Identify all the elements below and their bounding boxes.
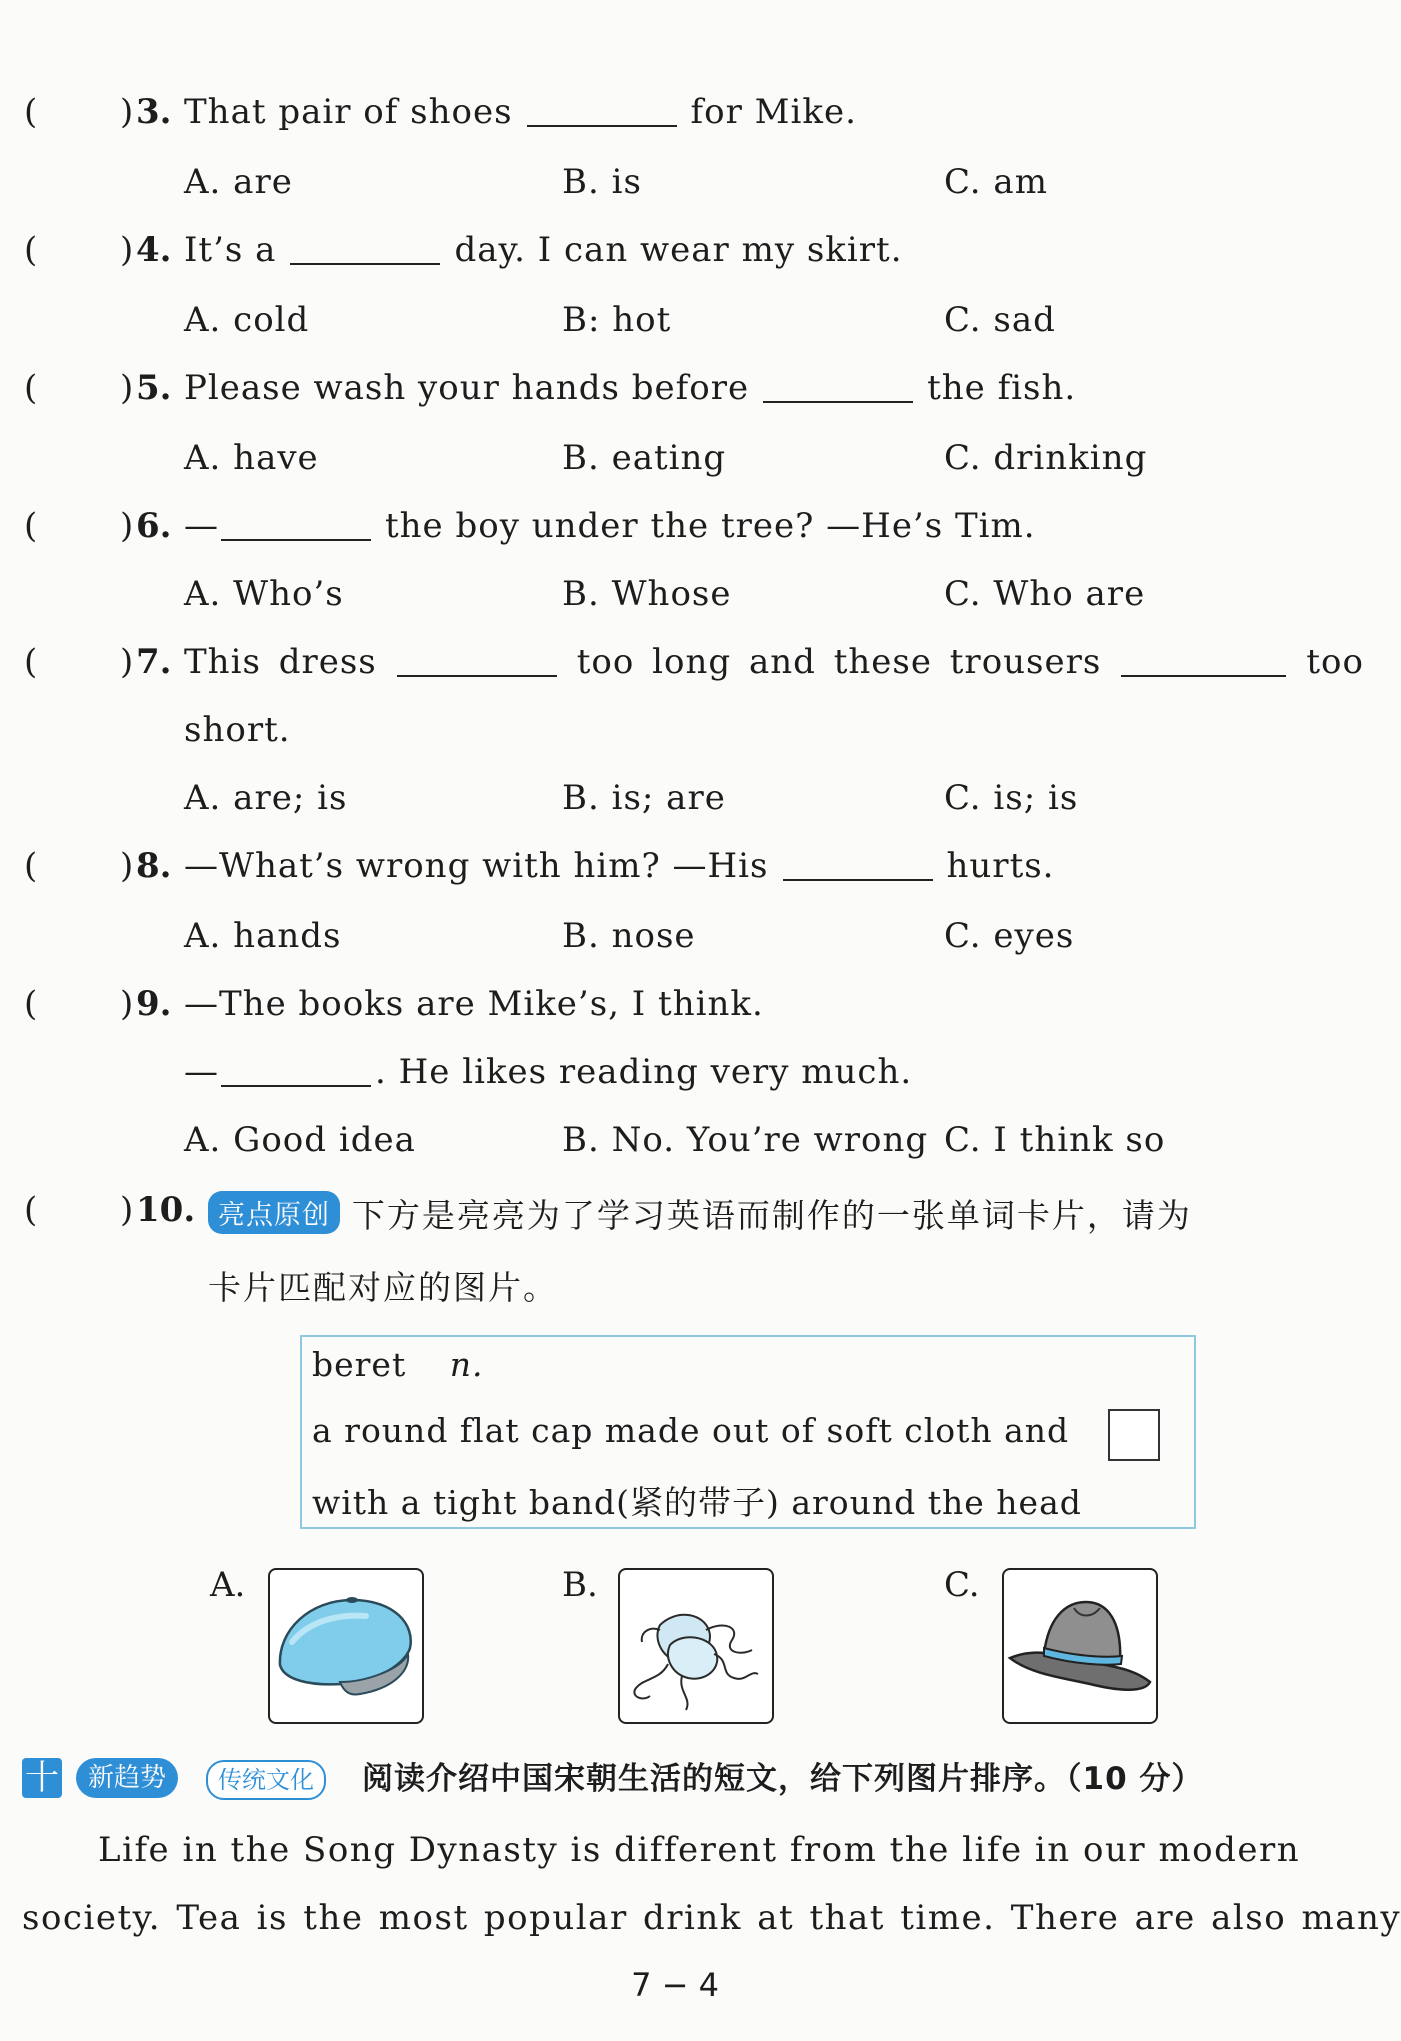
question-10-line2 (0, 1262, 1350, 1322)
answer-blank[interactable] (221, 1055, 371, 1087)
word-card (300, 1335, 1196, 1529)
choice-b-picture[interactable] (618, 1568, 774, 1724)
answer-paren-close: ) (120, 230, 134, 270)
choice-b-label: B. (562, 1565, 598, 1605)
section-header (22, 1756, 1322, 1802)
question-number: 7. (136, 642, 172, 682)
option-c: C. is; is (944, 778, 1079, 818)
answer-paren-close: ) (120, 368, 134, 408)
question-7-options (0, 778, 1350, 828)
question-number: 3. (136, 92, 172, 132)
passage-line-2: society. Tea is the most popular drink at that time. There are also many (22, 1898, 1401, 1938)
answer-blank[interactable] (290, 233, 440, 265)
answer-blank[interactable] (221, 509, 371, 541)
option-a: A. are; is (184, 778, 348, 818)
question-9-line2: — . He likes reading very much. (184, 1052, 913, 1092)
question-3 (0, 92, 1350, 152)
option-a: A. hands (184, 916, 342, 956)
choice-c-picture[interactable] (1002, 1568, 1158, 1724)
option-a: A. Who’s (184, 574, 344, 614)
answer-paren-open: ( (24, 1190, 38, 1230)
answer-paren-close: ) (120, 846, 134, 886)
option-b: B. is (562, 162, 642, 202)
question-number: 9. (136, 984, 172, 1024)
answer-box[interactable] (1108, 1409, 1160, 1461)
answer-paren-close: ) (120, 92, 134, 132)
choice-a-label: A. (210, 1565, 246, 1605)
answer-paren-open: ( (24, 984, 38, 1024)
question-number: 10. (136, 1190, 196, 1230)
question-3-options (0, 162, 1350, 212)
answer-paren-close: ) (120, 1190, 134, 1230)
instruction-line2: 卡片匹配对应的图片。 (208, 1268, 558, 1307)
section-number-badge: 十 (22, 1758, 62, 1798)
option-c: C. I think so (944, 1120, 1166, 1160)
instruction-line1: 下方是亮亮为了学习英语而制作的一张单词卡片，请为 (351, 1196, 1192, 1235)
page-number: 7 − 4 (631, 1966, 719, 2004)
answer-paren-open: ( (24, 92, 38, 132)
answer-blank-2[interactable] (1121, 645, 1286, 677)
question-5-options (0, 438, 1350, 488)
question-stem: It’s a day. I can wear my skirt. (184, 230, 903, 270)
card-word: beret (312, 1345, 407, 1384)
card-pos: n. (449, 1345, 484, 1384)
new-trend-badge: 新趋势 (76, 1758, 178, 1798)
section-title: 阅读介绍中国宋朝生活的短文，给下列图片排序。（10 分） (362, 1761, 1204, 1797)
answer-paren-open: ( (24, 368, 38, 408)
answer-paren-open: ( (24, 642, 38, 682)
option-c: C. sad (944, 300, 1056, 340)
answer-paren-open: ( (24, 846, 38, 886)
answer-paren-open: ( (24, 230, 38, 270)
answer-paren-open: ( (24, 506, 38, 546)
answer-paren-close: ) (120, 506, 134, 546)
question-4 (0, 230, 1350, 290)
answer-paren-close: ) (120, 642, 134, 682)
option-c: C. am (944, 162, 1048, 202)
question-9 (0, 984, 1350, 1044)
question-number: 4. (136, 230, 172, 270)
option-a: A. are (184, 162, 293, 202)
card-def-line2: with a tight band(紧的带子) around the head (312, 1483, 1082, 1522)
option-a: A. Good idea (184, 1120, 416, 1160)
option-a: A. have (184, 438, 319, 478)
option-b: B. Whose (562, 574, 732, 614)
option-c: C. eyes (944, 916, 1075, 956)
question-stem: —What’s wrong with him? —His hurts. (184, 846, 1055, 886)
question-number: 5. (136, 368, 172, 408)
question-6-options (0, 574, 1350, 624)
option-b: B. nose (562, 916, 696, 956)
choice-a-picture[interactable] (268, 1568, 424, 1724)
ballet-shoes-icon (620, 1570, 772, 1722)
option-b: B. is; are (562, 778, 726, 818)
traditional-culture-badge: 传统文化 (206, 1760, 326, 1800)
question-stem: —The books are Mike’s, I think. (184, 984, 764, 1024)
answer-blank[interactable] (527, 95, 677, 127)
option-b: B. eating (562, 438, 727, 478)
cowboy-hat-icon (1004, 1570, 1156, 1722)
option-c: C. drinking (944, 438, 1148, 478)
beret-icon (270, 1570, 422, 1722)
question-stem: — the boy under the tree? —He’s Tim. (184, 506, 1036, 546)
question-9-options (0, 1120, 1350, 1170)
option-a: A. cold (184, 300, 310, 340)
question-8-options (0, 916, 1350, 966)
question-6 (0, 506, 1350, 566)
question-5 (0, 368, 1350, 428)
question-8 (0, 846, 1350, 906)
option-c: C. Who are (944, 574, 1146, 614)
option-b: B: hot (562, 300, 672, 340)
question-10 (0, 1190, 1350, 1250)
passage-line-1: Life in the Song Dynasty is different from the life in our modern (98, 1830, 1301, 1870)
option-b: B. No. You’re wrong (562, 1120, 929, 1160)
card-def-line1: a round flat cap made out of soft cloth and (312, 1411, 1070, 1450)
answer-paren-close: ) (120, 984, 134, 1024)
answer-blank-1[interactable] (397, 645, 557, 677)
original-highlight-badge: 亮点原创 (208, 1191, 340, 1234)
answer-blank[interactable] (783, 849, 933, 881)
question-4-options (0, 300, 1350, 350)
question-7 (0, 642, 1364, 702)
choice-c-label: C. (944, 1565, 980, 1605)
question-number: 8. (136, 846, 172, 886)
question-7-line2: short. (184, 710, 291, 750)
question-stem: That pair of shoes for Mike. (184, 92, 857, 132)
question-stem: This dress too long and these trousers too (184, 642, 1364, 682)
answer-blank[interactable] (763, 371, 913, 403)
question-stem: Please wash your hands before the fish. (184, 368, 1077, 408)
question-number: 6. (136, 506, 172, 546)
